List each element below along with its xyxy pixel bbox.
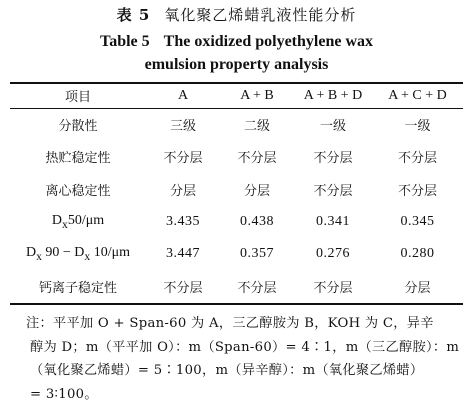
table-cell: 0.357 bbox=[240, 246, 274, 262]
table-cell: 0.276 bbox=[316, 246, 350, 262]
table-bottom-rule bbox=[10, 303, 463, 305]
table-row-heat-storage-stability bbox=[10, 141, 463, 174]
header-item: 项目 bbox=[64, 90, 91, 105]
table-cell: 一级 bbox=[404, 118, 431, 134]
table-cell: 3.435 bbox=[166, 213, 200, 229]
table-cell: 不分层 bbox=[163, 151, 203, 167]
header-a-c-d: A + C + D bbox=[388, 87, 447, 103]
header-a-b: A + B bbox=[240, 87, 274, 103]
table-title-en bbox=[0, 30, 473, 76]
row-label: 热贮稳定性 bbox=[45, 151, 111, 167]
table-cell: 0.280 bbox=[400, 246, 435, 262]
table-caption-cn: 氧化聚乙烯蜡乳液性能分析 bbox=[164, 6, 357, 24]
footnote-line: = 3∶100。 bbox=[30, 386, 98, 402]
table-row-calcium-ion-stability bbox=[10, 271, 463, 304]
table-cell: 不分层 bbox=[313, 183, 353, 199]
table-cell: 不分层 bbox=[313, 151, 353, 167]
footnote-line: 注：平平加 O + Span-60 为 A，三乙醇胺为 B，KOH 为 C，异辛 bbox=[26, 316, 434, 331]
table-cell: 0.438 bbox=[240, 213, 274, 229]
table-row-centrifugal-stability bbox=[10, 173, 463, 206]
table-cell: 不分层 bbox=[237, 151, 277, 167]
table-cell: 不分层 bbox=[313, 281, 353, 297]
table-row-dx90-dx10 bbox=[10, 238, 463, 271]
table-cell: 分层 bbox=[169, 183, 196, 199]
table-cell: 0.345 bbox=[400, 213, 435, 229]
row-label: $D_x$ $90 - D_x$ 10/μm bbox=[25, 245, 131, 264]
table-cell: 分层 bbox=[404, 281, 431, 297]
table-row-dx50 bbox=[10, 206, 463, 239]
table-cell: 一级 bbox=[319, 118, 346, 134]
table-number-cn: 表 5 bbox=[116, 6, 151, 24]
table-row-dispersity bbox=[10, 108, 463, 141]
table-cell: 0.341 bbox=[316, 213, 350, 229]
row-label: 离心稳定性 bbox=[45, 183, 111, 199]
row-label: $D_x50/\mu m$ bbox=[51, 212, 105, 231]
property-table bbox=[10, 83, 463, 303]
table-cell: 不分层 bbox=[237, 281, 277, 297]
table-cell: 不分层 bbox=[397, 183, 437, 199]
table-cell: 三级 bbox=[169, 118, 196, 134]
row-label: 分散性 bbox=[58, 118, 98, 134]
table-cell: 不分层 bbox=[397, 151, 437, 167]
row-label: 钙离子稳定性 bbox=[38, 281, 117, 297]
header-a: A bbox=[177, 87, 189, 103]
table-cell: 分层 bbox=[243, 183, 270, 199]
header-a-b-d: A + B + D bbox=[303, 87, 363, 103]
table-footnote bbox=[26, 312, 460, 406]
footnote-line: 醇为 D；m（平平加 O）：m（Span-60）= 4∶1，m（三乙醇胺）：m bbox=[30, 339, 460, 355]
table-cell: 3.447 bbox=[166, 246, 200, 262]
table-cell: 二级 bbox=[243, 118, 270, 134]
footnote-line: （氧化聚乙烯蜡）= 5∶100，m（异辛醇）：m（氧化聚乙烯蜡） bbox=[30, 363, 424, 378]
table-caption-en-line2: emulsion property analysis bbox=[144, 56, 329, 73]
table-number-en: Table 5 bbox=[100, 33, 150, 50]
table-cell: 不分层 bbox=[163, 281, 203, 297]
table-title-cn bbox=[0, 4, 473, 25]
table-caption-en-line1: The oxidized polyethylene wax bbox=[163, 33, 373, 50]
table-header-row bbox=[10, 83, 463, 108]
